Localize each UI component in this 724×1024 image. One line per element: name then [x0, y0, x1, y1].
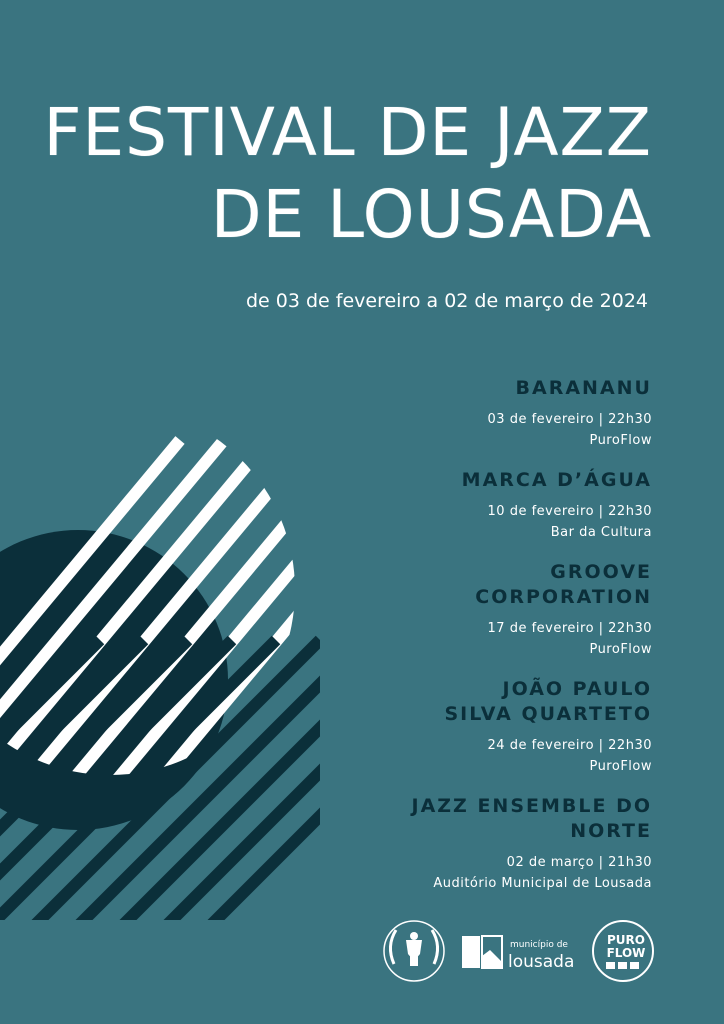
- puroflow-logo-text: [596, 934, 656, 960]
- event-date: 17 de fevereiro | 22h30: [487, 621, 652, 636]
- event-date: 03 de fevereiro | 22h30: [487, 412, 652, 427]
- festival-title: [12, 92, 652, 256]
- event-name: JAZZ ENSEMBLE DO: [411, 795, 652, 817]
- event-venue: Auditório Municipal de Lousada: [433, 876, 652, 891]
- municipio-lousada-icon: [460, 932, 506, 972]
- title-line-2: DE LOUSADA: [210, 176, 652, 253]
- music-society-crest-icon: [372, 916, 456, 986]
- event-venue: PuroFlow: [589, 759, 652, 774]
- event-name: SILVA QUARTETO: [444, 703, 652, 725]
- event-name: CORPORATION: [475, 586, 652, 608]
- title-line-1: FESTIVAL DE JAZZ: [43, 94, 652, 171]
- event-venue: PuroFlow: [589, 642, 652, 657]
- event-item: [192, 560, 652, 660]
- event-date: 10 de fevereiro | 22h30: [487, 504, 652, 519]
- event-venue: Bar da Cultura: [550, 525, 652, 540]
- event-list: [192, 376, 652, 911]
- municipio-small-label: município de: [510, 940, 568, 950]
- event-date: 24 de fevereiro | 22h30: [487, 738, 652, 753]
- event-date: 02 de março | 21h30: [506, 855, 652, 870]
- puroflow-line-2: FLOW: [606, 946, 646, 960]
- event-name: JOÃO PAULO: [502, 678, 652, 700]
- event-item: [192, 677, 652, 777]
- event-venue: PuroFlow: [589, 433, 652, 448]
- festival-dates: de 03 de fevereiro a 02 de março de 2024: [245, 290, 648, 312]
- event-name: GROOVE: [550, 561, 652, 583]
- event-name: BARANANU: [515, 377, 652, 399]
- event-item: [192, 794, 652, 894]
- puroflow-line-1: PURO: [607, 933, 645, 947]
- sponsor-logos: [360, 914, 660, 986]
- municipio-big-label: lousada: [508, 952, 575, 972]
- event-item: [192, 468, 652, 543]
- event-name: NORTE: [570, 820, 652, 842]
- event-name: MARCA D’ÁGUA: [461, 469, 652, 491]
- event-item: [192, 376, 652, 451]
